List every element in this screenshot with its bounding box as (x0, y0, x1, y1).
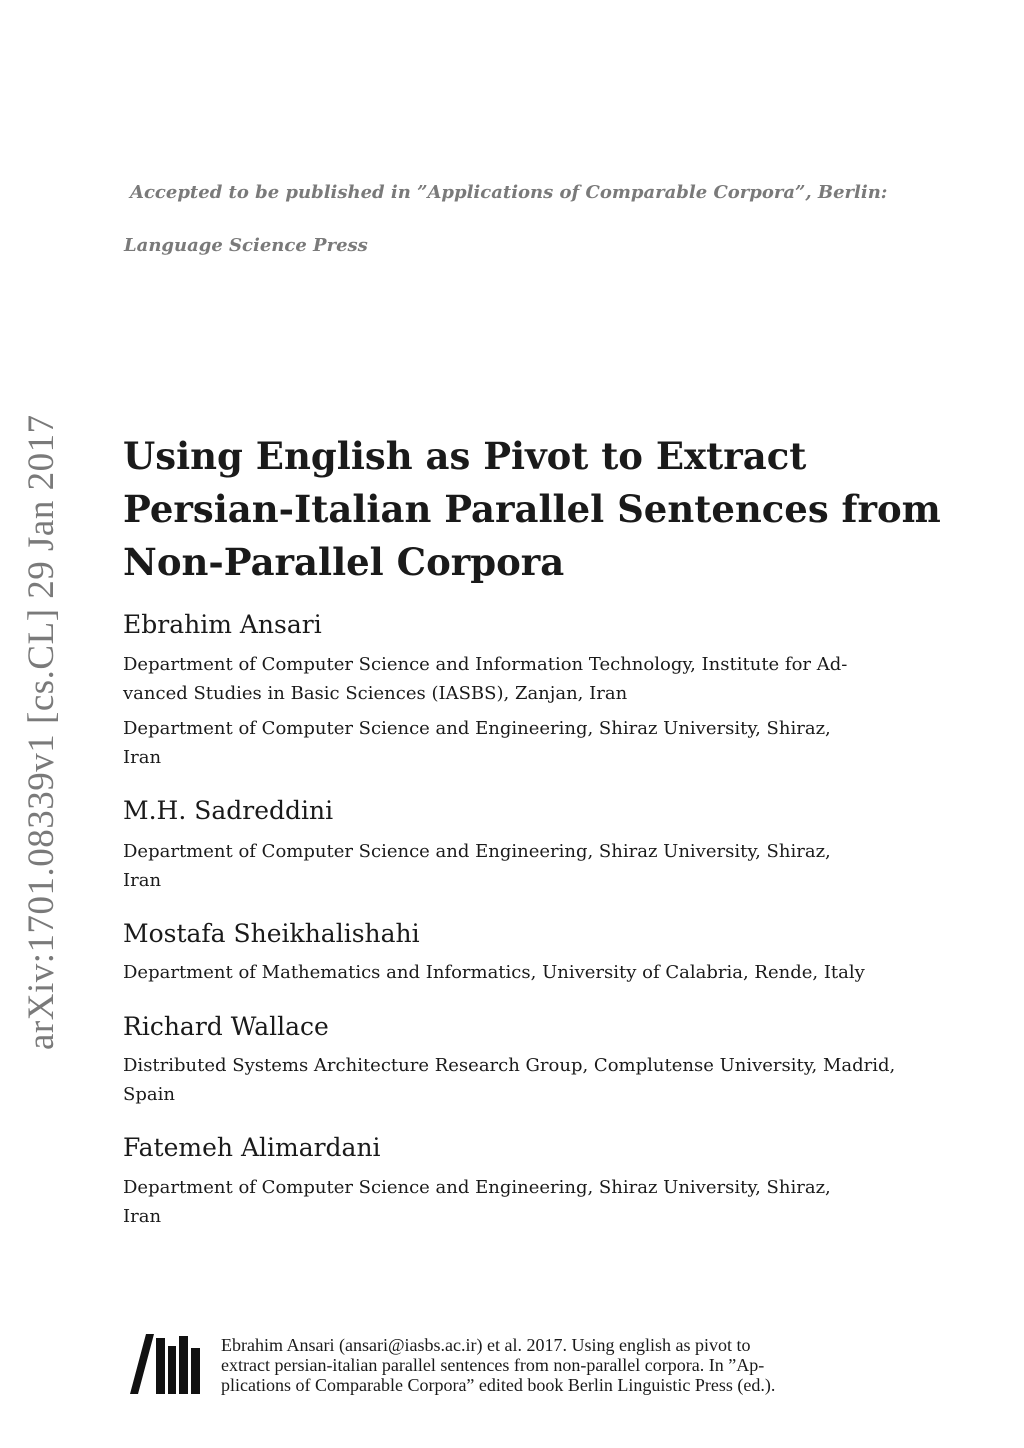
author-affiliation (123, 714, 913, 772)
affiliation-line: Department of Computer Science and Engineering, Shiraz University, Shiraz, (123, 841, 831, 862)
author-affiliation (123, 1051, 913, 1109)
citation-block (221, 1335, 911, 1395)
author-affiliation (123, 958, 913, 987)
affiliation-line: Iran (123, 870, 162, 891)
publication-notice-line-1: Accepted to be published in ”Applications of Comparable Corpora”, Berlin: (130, 182, 888, 203)
affiliation-line: Department of Computer Science and Information Technology, Institute for Ad- (123, 654, 848, 675)
citation-line: plications of Comparable Corpora” edited book Berlin Linguistic Press (ed.). (221, 1375, 776, 1395)
author-affiliation (123, 650, 913, 708)
paper-title (123, 430, 941, 589)
language-science-press-logo-icon (130, 1334, 204, 1394)
affiliation-line: Department of Computer Science and Engineering, Shiraz University, Shiraz, (123, 1177, 831, 1198)
affiliation-line: Iran (123, 1206, 162, 1227)
affiliation-line: Department of Mathematics and Informatics, University of Calabria, Rende, Italy (123, 962, 865, 983)
paper-title-line: Persian-Italian Parallel Sentences from (123, 487, 941, 531)
paper-title-line: Using English as Pivot to Extract (123, 434, 807, 478)
author-affiliation (123, 1173, 913, 1231)
citation-line: Ebrahim Ansari (ansari@iasbs.ac.ir) et al. 2017. Using english as pivot to (221, 1335, 751, 1355)
affiliation-line: Spain (123, 1084, 175, 1105)
author-name: Ebrahim Ansari (123, 610, 322, 639)
author-name: Fatemeh Alimardani (123, 1133, 381, 1162)
affiliation-line: Iran (123, 747, 162, 768)
affiliation-line: Department of Computer Science and Engineering, Shiraz University, Shiraz, (123, 718, 831, 739)
author-name: Mostafa Sheikhalishahi (123, 919, 420, 948)
author-affiliation (123, 837, 913, 895)
citation-line: extract persian-italian parallel sentences from non-parallel corpora. In ”Ap- (221, 1355, 765, 1375)
author-name: M.H. Sadreddini (123, 796, 334, 825)
paper-title-line: Non-Parallel Corpora (123, 540, 565, 584)
affiliation-line: Distributed Systems Architecture Research Group, Complutense University, Madrid, (123, 1055, 896, 1076)
arxiv-identifier-stamp[interactable]: arXiv:1701.08339v1 [cs.CL] 29 Jan 2017 (21, 414, 62, 1050)
affiliation-line: vanced Studies in Basic Sciences (IASBS), Zanjan, Iran (123, 683, 628, 704)
publication-notice-line-2: Language Science Press (124, 235, 368, 256)
author-name: Richard Wallace (123, 1012, 329, 1041)
